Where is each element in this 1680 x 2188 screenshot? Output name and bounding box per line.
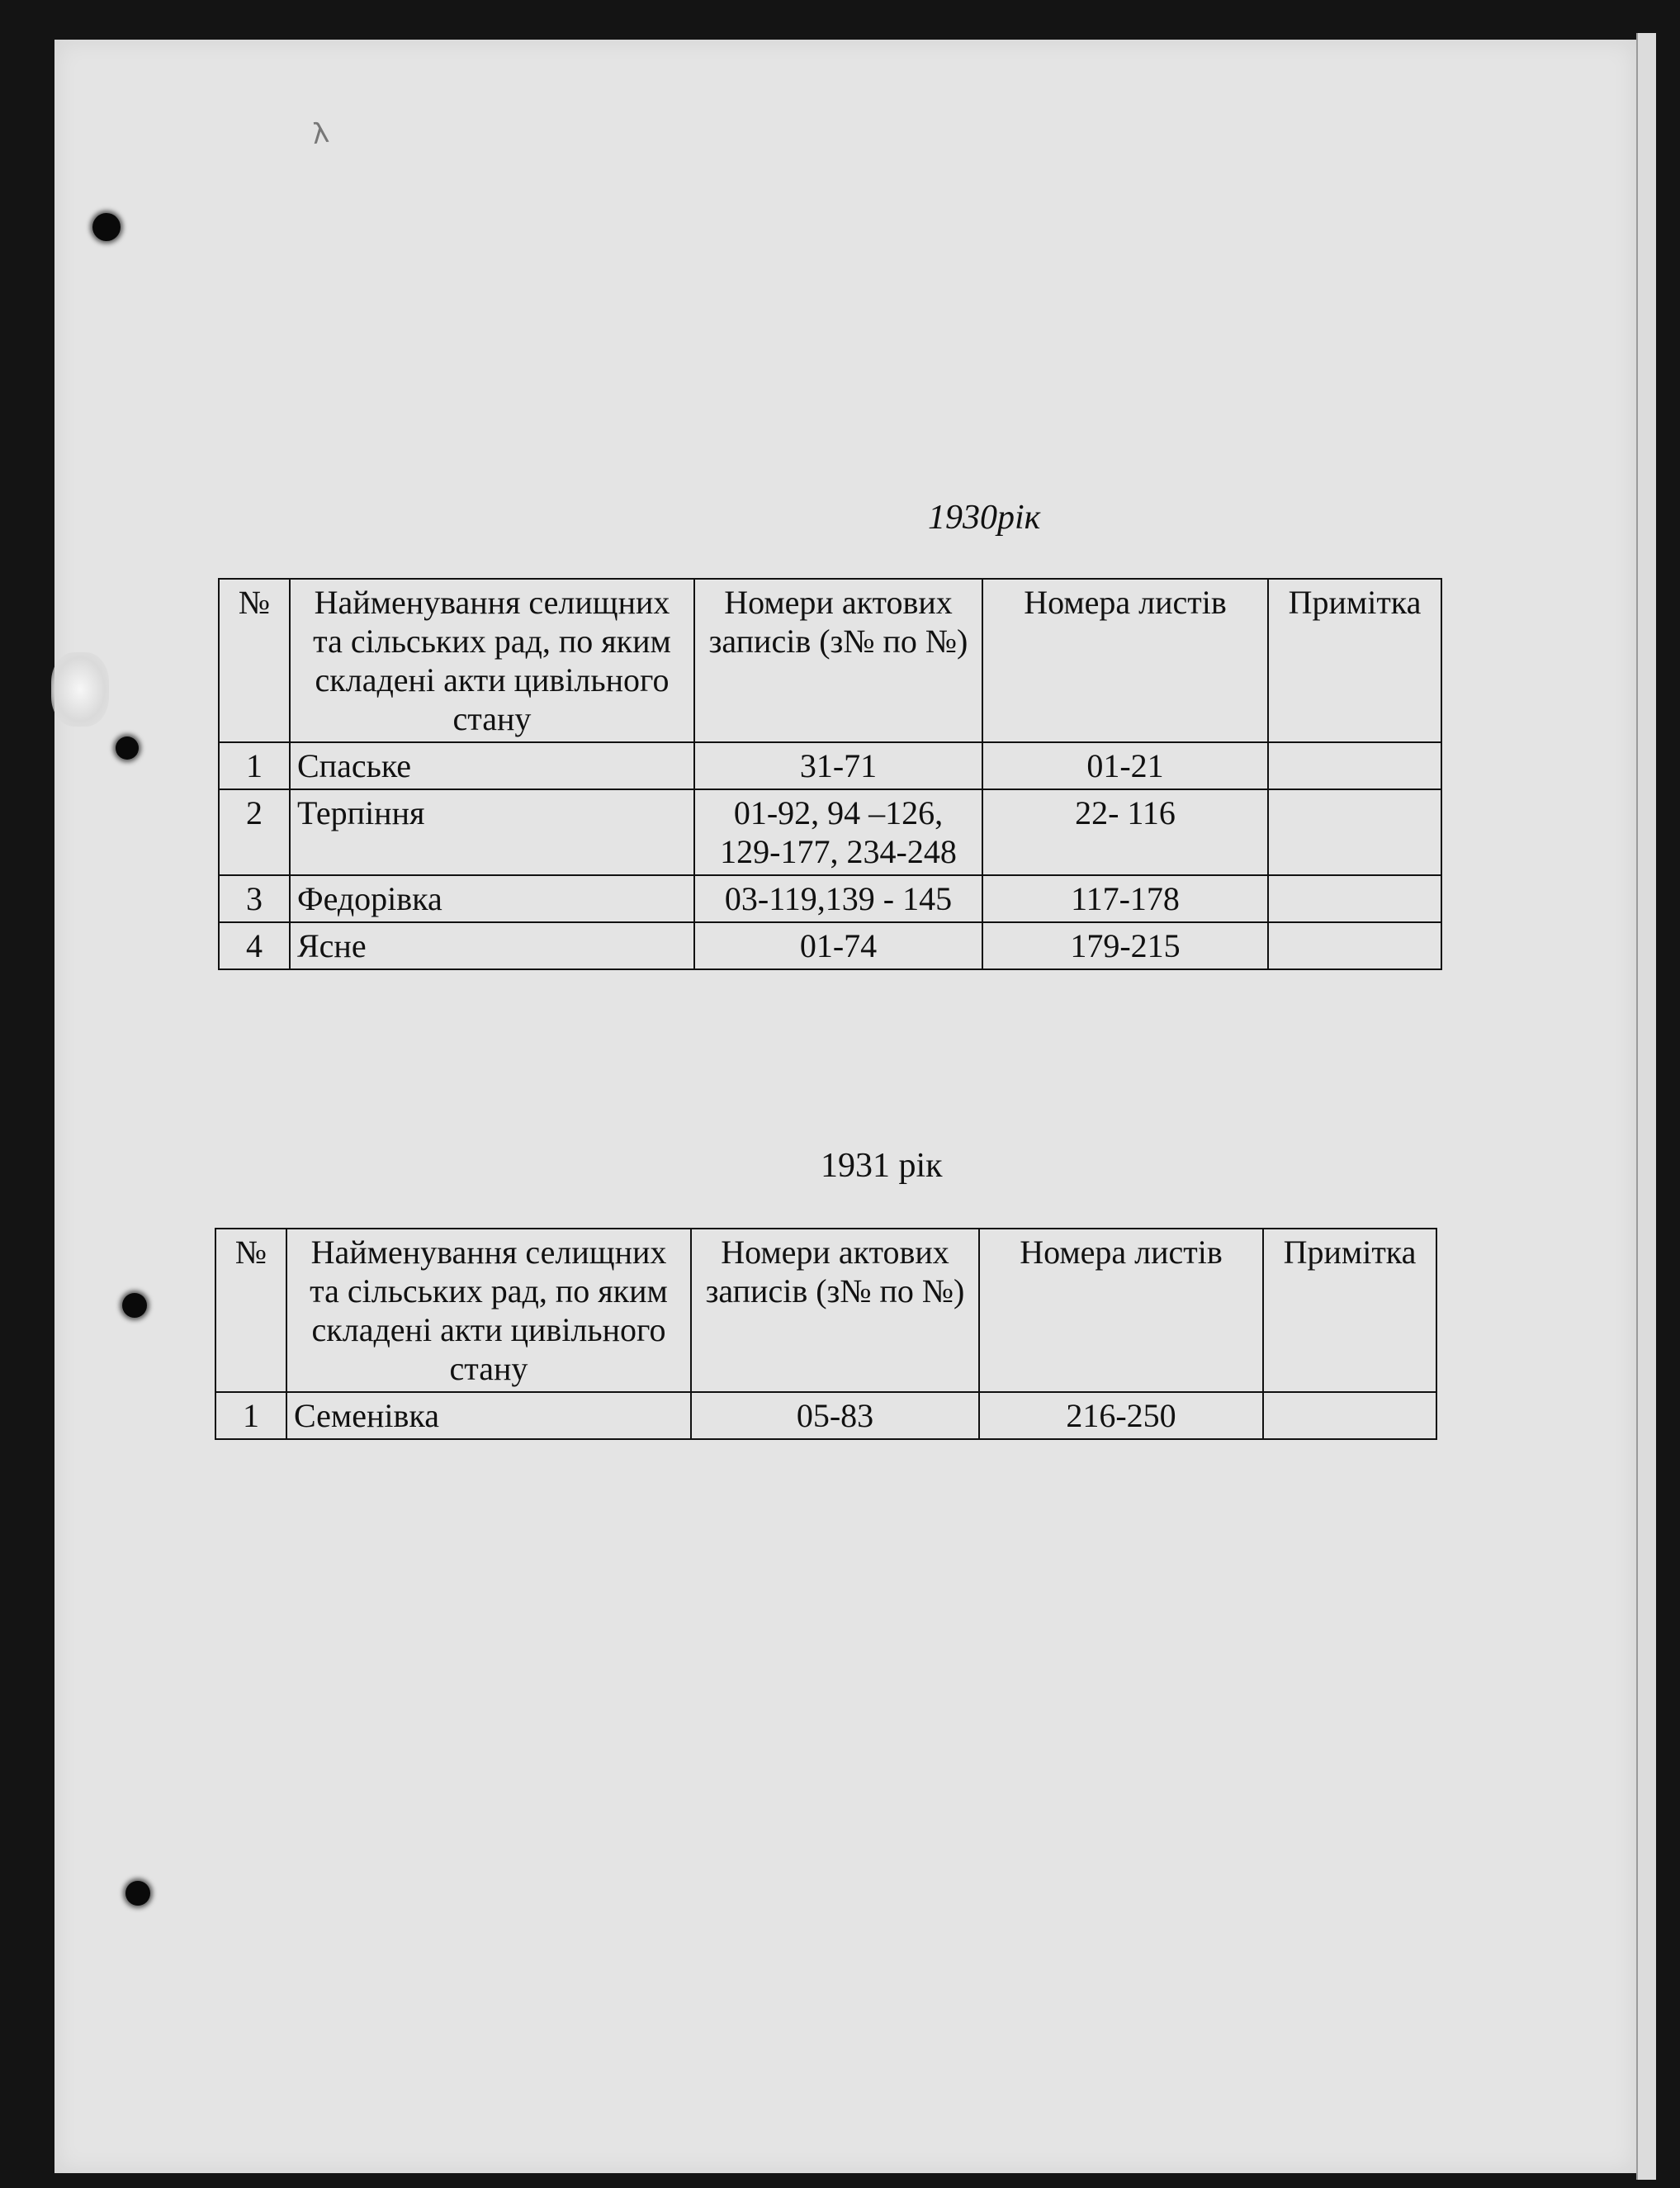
header-note: Примітка: [1263, 1229, 1436, 1392]
row-number: 4: [219, 922, 290, 969]
registry-table-1931: [215, 1228, 1437, 1440]
row-sheet-numbers: 216-250: [979, 1392, 1263, 1439]
row-note: [1268, 742, 1441, 789]
table-header-row: [215, 1229, 1436, 1392]
row-council-name: Терпіння: [290, 789, 694, 875]
header-number: №: [219, 579, 290, 742]
header-sheet-numbers: Номера листів: [982, 579, 1268, 742]
section-year-1930: 1930рік: [928, 499, 1041, 537]
row-number: 1: [215, 1392, 286, 1439]
punch-hole: [122, 1293, 147, 1318]
header-number: №: [215, 1229, 286, 1392]
row-sheet-numbers: 117-178: [982, 875, 1268, 922]
table-header-row: [219, 579, 1441, 742]
punch-hole: [92, 213, 121, 241]
row-council-name: Семенівка: [286, 1392, 691, 1439]
row-sheet-numbers: 01-21: [982, 742, 1268, 789]
row-record-numbers: 03-119,139 - 145: [694, 875, 982, 922]
header-record-numbers: Номери актових записів (з№ по №): [694, 579, 982, 742]
header-council-name: Найменування селищних та сільських рад, по яким складені акти цивільного стану: [286, 1229, 691, 1392]
table-row: [219, 922, 1441, 969]
table-row: [219, 789, 1441, 875]
paper-stain: [51, 652, 109, 727]
row-number: 1: [219, 742, 290, 789]
row-note: [1268, 922, 1441, 969]
header-note: Примітка: [1268, 579, 1441, 742]
row-council-name: Федорівка: [290, 875, 694, 922]
punch-hole: [125, 1881, 150, 1906]
header-record-numbers: Номери актових записів (з№ по №): [691, 1229, 979, 1392]
row-record-numbers: 01-92, 94 –126, 129-177, 234-248: [694, 789, 982, 875]
header-sheet-numbers: Номера листів: [979, 1229, 1263, 1392]
table-row: [219, 742, 1441, 789]
table-row: [219, 875, 1441, 922]
document-page: [54, 40, 1636, 2173]
row-sheet-numbers: 22- 116: [982, 789, 1268, 875]
row-sheet-numbers: 179-215: [982, 922, 1268, 969]
row-note: [1268, 789, 1441, 875]
page-edge: [1636, 33, 1656, 2180]
row-council-name: Спаське: [290, 742, 694, 789]
header-council-name: Найменування селищних та сільських рад, по яким складені акти цивільного стану: [290, 579, 694, 742]
pencil-mark: λ: [310, 116, 331, 152]
row-number: 2: [219, 789, 290, 875]
table-row: [215, 1392, 1436, 1439]
row-number: 3: [219, 875, 290, 922]
registry-table-1930: [218, 578, 1442, 970]
row-record-numbers: 31-71: [694, 742, 982, 789]
row-record-numbers: 01-74: [694, 922, 982, 969]
row-record-numbers: 05-83: [691, 1392, 979, 1439]
section-year-1931: 1931 рік: [821, 1147, 943, 1185]
row-note: [1268, 875, 1441, 922]
row-council-name: Ясне: [290, 922, 694, 969]
row-note: [1263, 1392, 1436, 1439]
punch-hole: [116, 736, 139, 760]
